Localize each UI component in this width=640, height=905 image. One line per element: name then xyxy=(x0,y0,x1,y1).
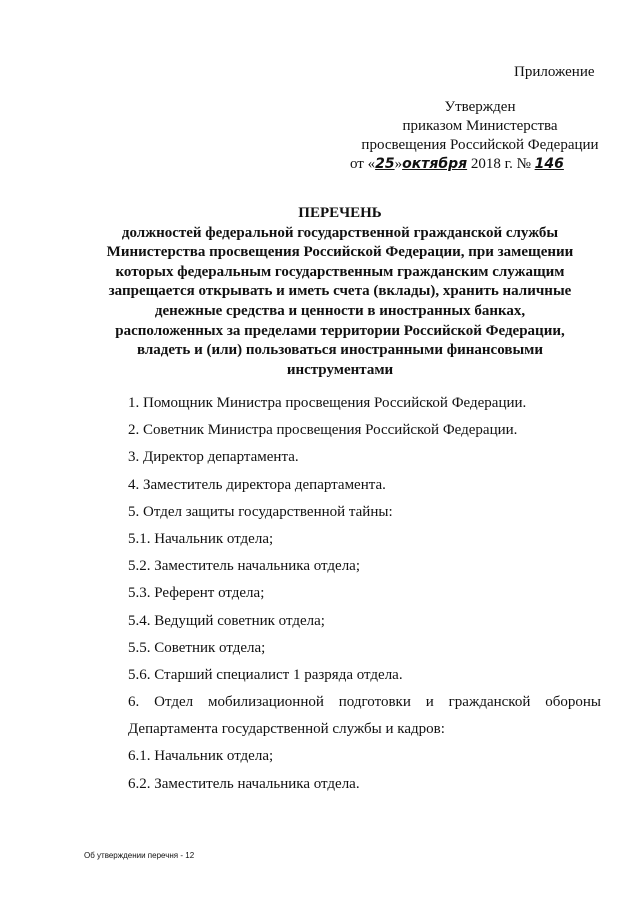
list-item-6-line-2: Департамента государственной службы и кадров: xyxy=(128,721,445,738)
list-item: 5.1. Начальник отдела; xyxy=(128,530,274,547)
title-line-5: денежные средства и ценности в иностранных банках, xyxy=(154,302,526,319)
title-heading: ПЕРЕЧЕНЬ xyxy=(298,205,382,221)
appendix-label: Приложение xyxy=(514,64,595,80)
document-title xyxy=(80,204,600,380)
date-year: 2018 г. № xyxy=(467,156,535,172)
title-line-3: которых федеральным государственным гражданским служащим xyxy=(115,263,565,280)
list-item: 6.2. Заместитель начальника отдела. xyxy=(128,775,360,792)
list-item: 6.1. Начальник отдела; xyxy=(128,748,274,765)
list-item: 5.4. Ведущий советник отдела; xyxy=(128,612,325,629)
approval-block xyxy=(350,98,610,174)
order-date-line xyxy=(350,155,610,174)
list-item: 4. Заместитель директора департамента. xyxy=(128,476,386,493)
order-number: 146 xyxy=(534,156,564,172)
title-line-7: владеть и (или) пользоваться иностранными финансовыми xyxy=(136,342,544,359)
title-line-2: Министерства просвещения Российской Федерации, при замещении xyxy=(106,244,574,261)
list-item: 1. Помощник Министра просвещения Российской Федерации. xyxy=(128,395,527,411)
approved-line-3: просвещения Российской Федерации xyxy=(361,137,599,153)
approved-line-1: Утвержден xyxy=(444,99,516,115)
positions-list xyxy=(128,390,601,798)
date-mid: » xyxy=(394,156,403,172)
date-prefix: от « xyxy=(350,156,376,172)
list-item: 5.5. Советник отдела; xyxy=(128,639,266,656)
date-month: октября xyxy=(402,156,468,172)
list-item: 2. Советник Министра просвещения Российской Федерации. xyxy=(128,422,518,439)
date-day: 25 xyxy=(375,156,395,172)
title-line-6: расположенных за пределами территории Российской Федерации, xyxy=(115,322,565,339)
list-item: 5.3. Референт отдела; xyxy=(128,585,265,602)
list-item: 5. Отдел защиты государственной тайны: xyxy=(128,503,393,520)
list-item: 5.6. Старший специалист 1 разряда отдела. xyxy=(128,666,403,683)
list-item-6-line-1: 6. Отдел мобилизационной подготовки и гражданской обороны xyxy=(128,694,601,711)
list-item: 3. Директор департамента. xyxy=(128,449,299,466)
title-line-8: инструментами xyxy=(286,361,394,378)
title-line-4: запрещается открывать и иметь счета (вклады), хранить наличные xyxy=(108,283,572,300)
list-item: 5.2. Заместитель начальника отдела; xyxy=(128,558,361,575)
approved-line-2: приказом Министерства xyxy=(402,118,558,134)
footer-note: Об утверждении перечня - 12 xyxy=(84,851,195,860)
title-line-1: должностей федеральной государственной гражданской службы xyxy=(121,224,559,241)
list-item-6 xyxy=(128,689,601,743)
